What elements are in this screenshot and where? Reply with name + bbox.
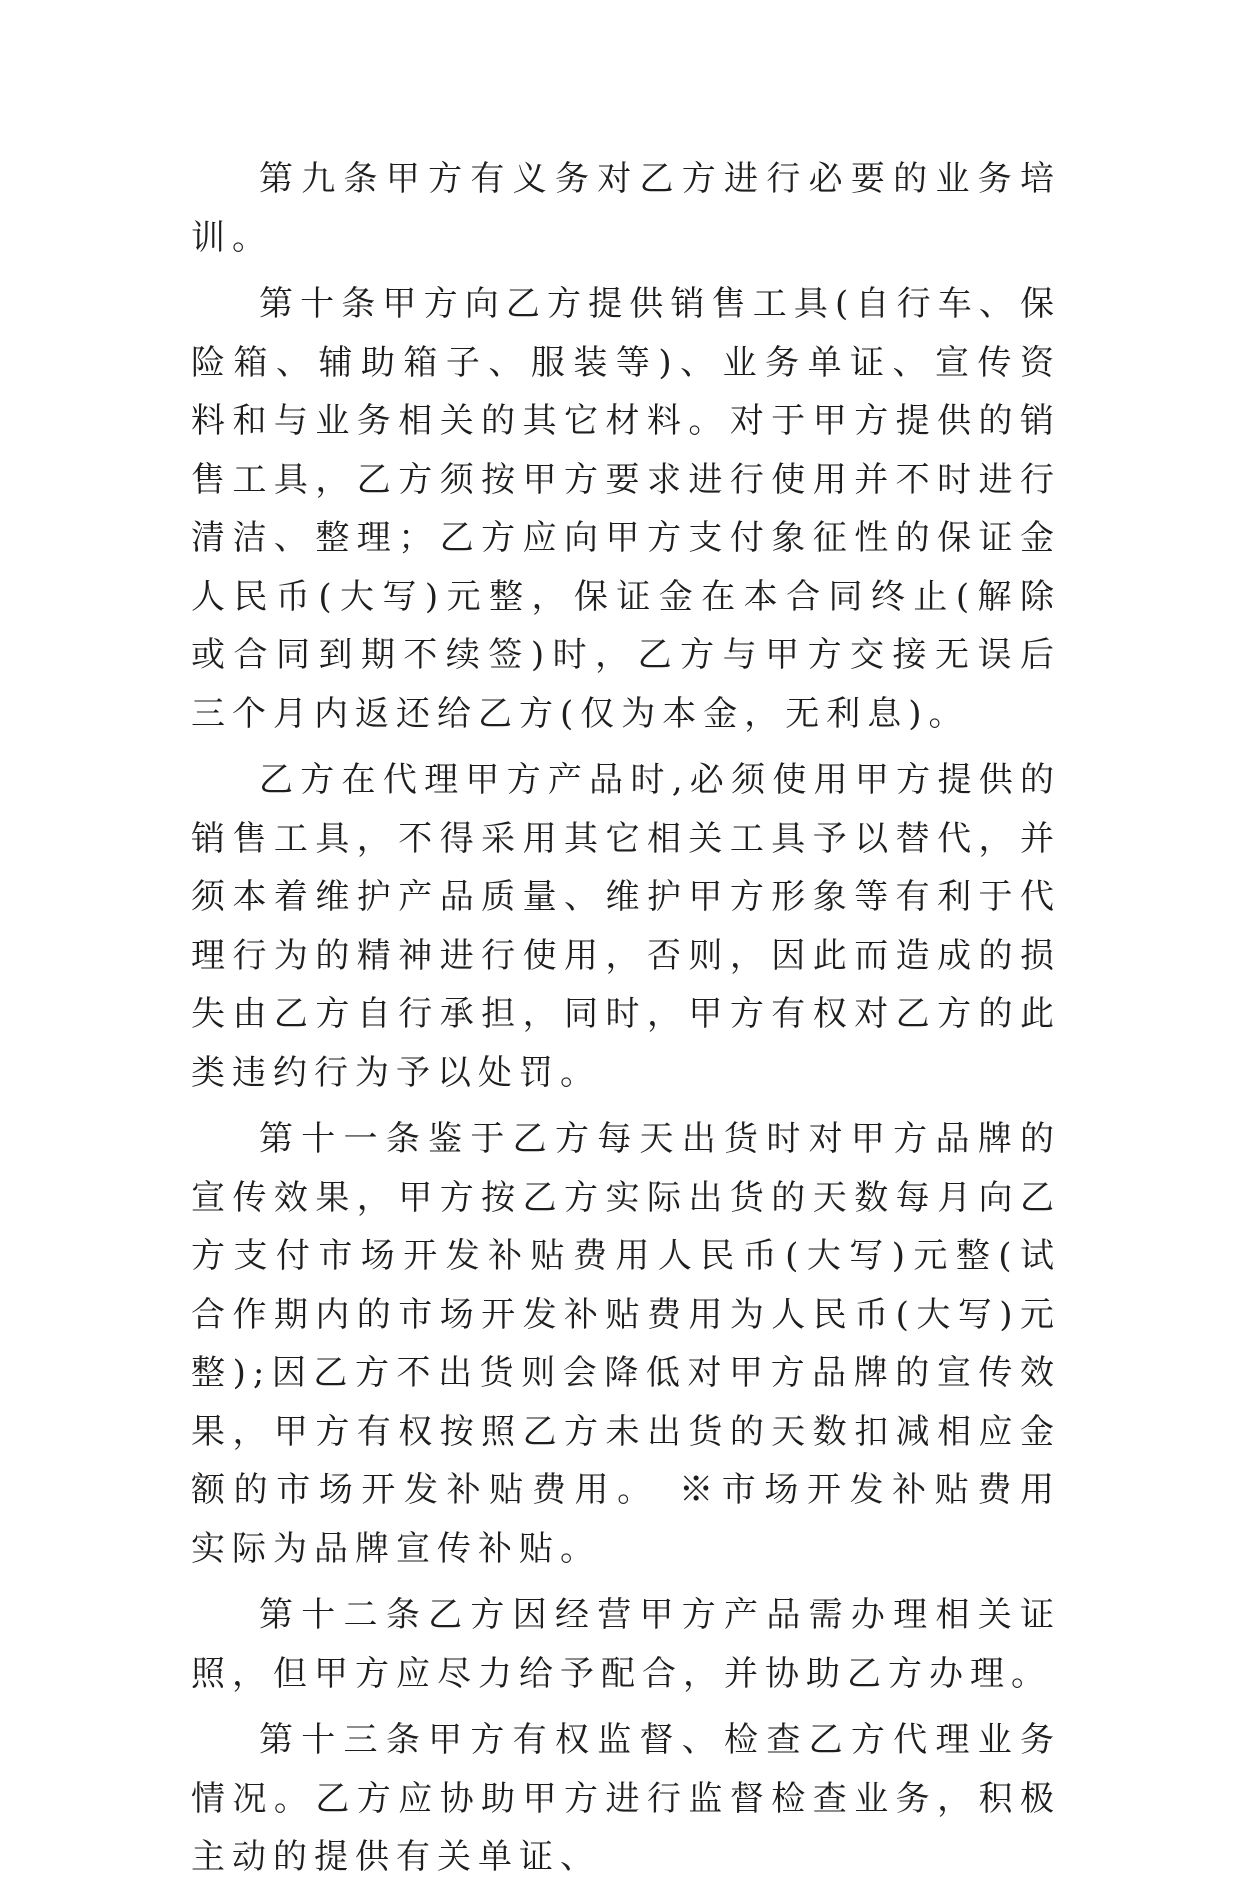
paragraph-article-10: 第十条甲方向乙方提供销售工具(自行车、保险箱、辅助箱子、服装等)、业务单证、宣传资料和与业务相关的其它材料。对于甲方提供的销售工具，乙方须按甲方要求进行使用并不时进行清洁、整理；乙方应向甲方支付象征性的保证金人民币(大写)元整，保证金在本合同终止(解除或合同到期不续签)时，乙方与甲方交接无误后三个月内返还给乙方(仅为本金，无利息)。 xyxy=(191,284,1061,734)
document-body xyxy=(191,150,1061,1895)
paragraph-article-9: 第九条甲方有义务对乙方进行必要的业务培训。 xyxy=(191,159,1061,258)
paragraph-article-13: 第十三条甲方有权监督、检查乙方代理业务情况。乙方应协助甲方进行监督检查业务，积极主动的提供有关单证、 xyxy=(191,1720,1061,1877)
paragraph-article-12: 第十二条乙方因经营甲方产品需办理相关证照，但甲方应尽力给予配合，并协助乙方办理。 xyxy=(191,1595,1061,1694)
paragraph-article-11: 第十一条鉴于乙方每天出货时对甲方品牌的宣传效果，甲方按乙方实际出货的天数每月向乙方支付市场开发补贴费用人民币(大写)元整(试合作期内的市场开发补贴费用为人民币(大写)元整);因乙方不出货则会降低对甲方品牌的宣传效果，甲方有权按照乙方未出货的天数扣减相应金额的市场开发补贴费用。 ※市场开发补贴费用实际为品牌宣传补贴。 xyxy=(191,1119,1061,1569)
paragraph-sales-tools: 乙方在代理甲方产品时,必须使用甲方提供的销售工具，不得采用其它相关工具予以替代，并须本着维护产品质量、维护甲方形象等有利于代理行为的精神进行使用，否则，因此而造成的损失由乙方自行承担，同时，甲方有权对乙方的此类违约行为予以处罚。 xyxy=(191,760,1061,1093)
